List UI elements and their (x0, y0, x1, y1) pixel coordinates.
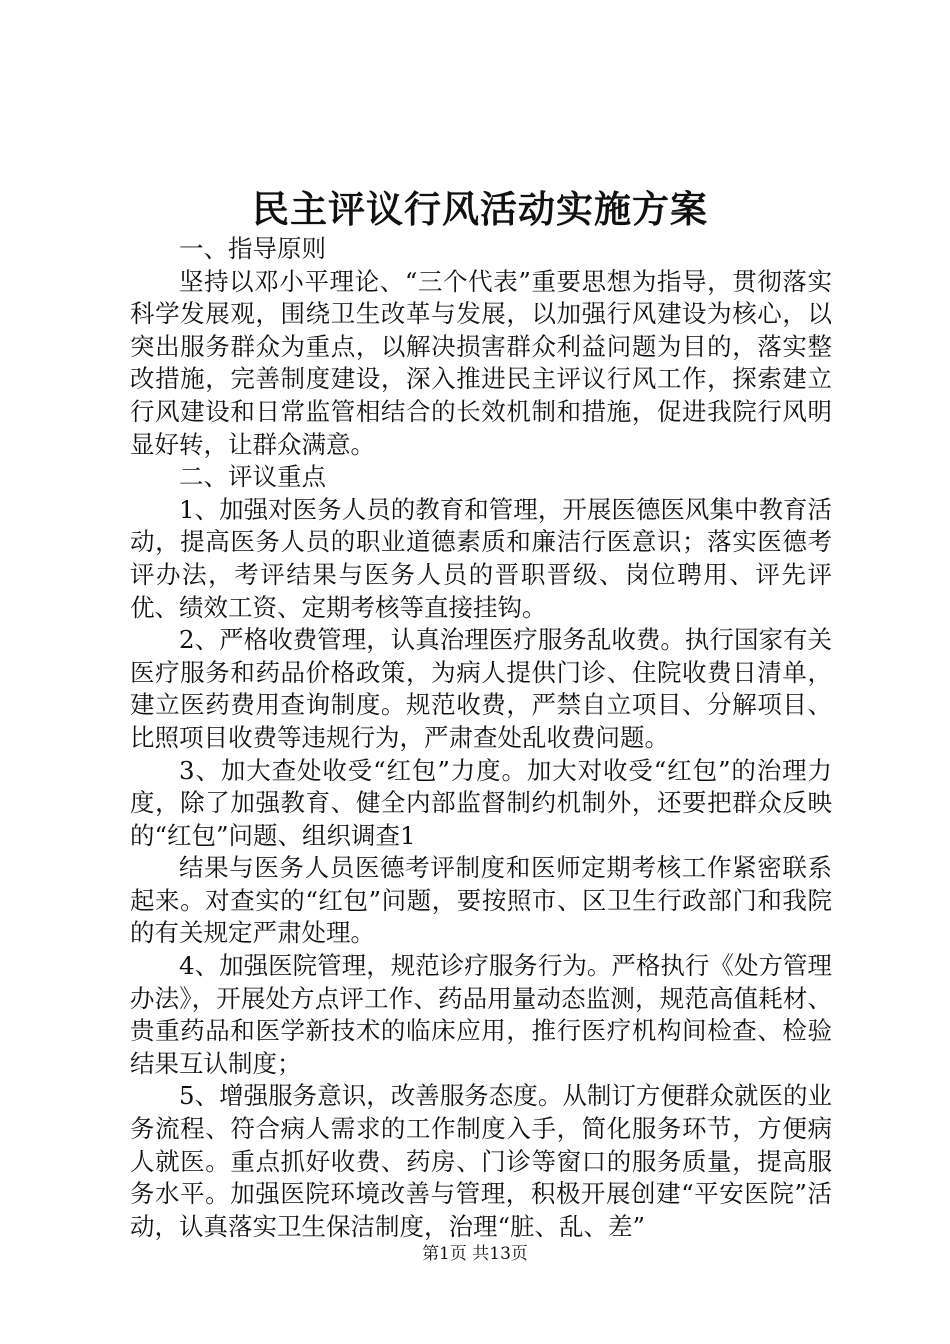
document-title: 民主评议行风活动实施方案 (252, 187, 708, 231)
page-footer (0, 1243, 950, 1265)
section-heading-key-points: 二、评议重点 (179, 462, 326, 492)
paragraph-item-5: 5、增强服务意识，改善服务态度。从制订方便群众就医的业务流程、符合病人需求的工作制度入手，简化服务环节，方便病人就医。重点抓好收费、药房、门诊等窗口的服务质量，提高服务水平。加强医院环境改善与管理，积极开展创建“平安医院”活动，认真落实卫生保洁制度，治理“脏、乱、差” (130, 1081, 832, 1241)
paragraph-item-4: 4、加强医院管理，规范诊疗服务行为。严格执行《处方管理办法》，开展处方点评工作、药品用量动态监测，规范高值耗材、贵重药品和医学新技术的临床应用，推行医疗机构间检查、检验结果互认制度； (130, 951, 832, 1078)
section-heading-guiding-principles: 一、指导原则 (179, 234, 326, 263)
paragraph-guiding-principles: 坚持以邓小平理论、“三个代表”重要思想为指导，贯彻落实科学发展观，围绕卫生改革与发展，以加强行风建设为核心，以突出服务群众为重点，以解决损害群众利益问题为目的，落实整改措施，完善制度建设，深入推进民主评议行风工作，探索建立行风建设和日常监管相结合的长效机制和措施，促进我院行风明显好转，让群众满意。 (130, 266, 832, 459)
page-number: 第1页 (422, 1244, 467, 1264)
paragraph-item-3: 3、加大查处收受“红包”力度。加大对收受“红包”的治理力度，除了加强教育、健全内部监督制约机制外，还要把群众反映的“红包”问题、组织调查1 (130, 755, 832, 850)
paragraph-item-3-continued: 结果与医务人员医德考评制度和医师定期考核工作紧密联系起来。对查实的“红包”问题，要按照市、区卫生行政部门和我院的有关规定严肃处理。 (130, 853, 832, 948)
paragraph-item-2: 2、严格收费管理，认真治理医疗服务乱收费。执行国家有关医疗服务和药品价格政策，为病人提供门诊、住院收费日清单，建立医药费用查询制度。规范收费，严禁自立项目、分解项目、比照项目收费等违规行为，严肃查处乱收费问题。 (130, 625, 832, 752)
document-body (130, 233, 832, 1243)
page-total: 共13页 (472, 1244, 528, 1264)
paragraph-item-1: 1、加强对医务人员的教育和管理，开展医德医风集中教育活动，提高医务人员的职业道德素质和廉洁行医意识；落实医德考评办法，考评结果与医务人员的晋职晋级、岗位聘用、评先评优、绩效工资、定期考核等直接挂钩。 (130, 494, 832, 622)
